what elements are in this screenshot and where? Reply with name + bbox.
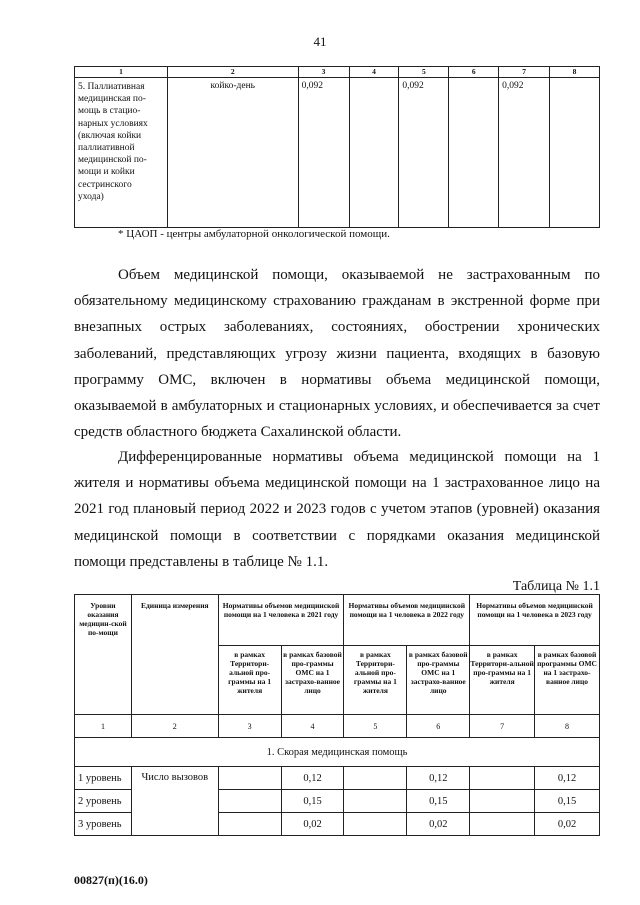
value-cell xyxy=(349,78,399,228)
value-cell: 0,15 xyxy=(281,790,344,813)
group-header-2021: Нормативы объемов медицинской помощи на 1 человека в 2021 году xyxy=(218,595,344,646)
header-row xyxy=(75,595,600,646)
column-number: 2 xyxy=(167,67,298,78)
group-header-2023: Нормативы объемов медицинской помощи на 1 человека в 2023 году xyxy=(470,595,600,646)
value-cell: 0,15 xyxy=(535,790,600,813)
column-number: 5 xyxy=(344,715,407,738)
sub-header: в рамках базовой про-граммы ОМС на 1 застрахо-ванное лицо xyxy=(407,646,470,715)
column-number-row xyxy=(75,67,600,78)
name-line: мощь в стацио- xyxy=(78,106,141,117)
value-cell xyxy=(218,767,281,790)
value-cell: 0,02 xyxy=(281,813,344,836)
group-header-2022: Нормативы объемов медицинской помощи на 1 человека в 2022 году xyxy=(344,595,470,646)
paragraph-text: Дифференцированные нормативы объема медицинской помощи на 1 жителя и нормативы объема медицинской помощи на 1 застрахованное лицо на 2021 год плановый период 2022 и 2023 годов с учетом этапов (уровней) оказания медицинской помощи в соответствии с порядками оказания медицинской помощи представлены в таблице № 1.1. xyxy=(74,449,600,570)
name-line: ухода) xyxy=(78,191,104,202)
value-cell: 0,02 xyxy=(407,813,470,836)
column-number: 4 xyxy=(281,715,344,738)
table-caption: Таблица № 1.1 xyxy=(512,579,600,594)
section-row xyxy=(75,738,600,767)
name-line: (включая койки xyxy=(78,130,142,141)
name-line: паллиативной xyxy=(78,143,135,154)
sub-header: в рамках Территори-альной про-граммы на 1 жителя xyxy=(218,646,281,715)
value-cell: 0,092 xyxy=(499,78,550,228)
name-line: мощи и койки xyxy=(78,167,135,178)
care-type-name xyxy=(75,78,168,228)
value-cell xyxy=(470,767,535,790)
column-number: 6 xyxy=(449,67,499,78)
value-cell xyxy=(470,813,535,836)
value-cell: 0,12 xyxy=(407,767,470,790)
column-number: 5 xyxy=(399,67,449,78)
sub-header: в рамках Территори-альной про-граммы на 1 жителя xyxy=(344,646,407,715)
value-cell xyxy=(218,790,281,813)
column-number: 3 xyxy=(298,67,349,78)
column-number: 7 xyxy=(499,67,550,78)
value-cell: 0,02 xyxy=(535,813,600,836)
name-line: сестринского xyxy=(78,179,132,190)
table-row xyxy=(75,767,600,790)
level-cell: 3 уровень xyxy=(75,813,132,836)
value-cell xyxy=(550,78,600,228)
paragraph-text: Объем медицинской помощи, оказываемой не застрахованным по обязательному медицинскому страхованию гражданам в экстренной форме при внезапных острых заболеваниях, состояниях, обострении хронических заболеваний, представляющих угрозу жизни пациента, входящих в базовую программу ОМС, включен в нормативы объема медицинской помощи, оказываемой в амбулаторных и стационарных условиях, и обеспечивается за счет средств областного бюджета Сахалинской области. xyxy=(74,267,600,441)
sub-header: в рамках Территори-альной про-граммы на 1 жителя xyxy=(470,646,535,715)
value-cell xyxy=(470,790,535,813)
value-cell xyxy=(344,813,407,836)
column-number: 4 xyxy=(349,67,399,78)
name-line: нарных условиях xyxy=(78,118,148,129)
value-cell xyxy=(449,78,499,228)
sub-header: в рамках базовой про-граммы ОМС на 1 застрахо-ванное лицо xyxy=(281,646,344,715)
column-number: 2 xyxy=(131,715,218,738)
value-cell xyxy=(344,790,407,813)
level-cell: 1 уровень xyxy=(75,767,132,790)
unit-header: Единица измерения xyxy=(131,595,218,715)
unit-cell: койко-день xyxy=(167,78,298,228)
page-number: 41 xyxy=(313,34,327,49)
sub-header: в рамках базовой программы ОМС на 1 застрахо-ванное лицо xyxy=(535,646,600,715)
column-number-row xyxy=(75,715,600,738)
level-cell: 2 уровень xyxy=(75,790,132,813)
value-cell: 0,092 xyxy=(298,78,349,228)
value-cell: 0,12 xyxy=(281,767,344,790)
volume-norms-table xyxy=(74,594,600,836)
name-line: медицинская по- xyxy=(78,94,146,105)
paragraph xyxy=(74,262,600,445)
footnote: * ЦАОП - центры амбулаторной онкологической помощи. xyxy=(118,228,390,240)
document-code: 00827(п)(16.0) xyxy=(74,873,148,887)
paragraph xyxy=(74,444,600,575)
levels-header: Уровни оказания медицин-ской по-мощи xyxy=(75,595,132,715)
column-number: 3 xyxy=(218,715,281,738)
column-number: 1 xyxy=(75,715,132,738)
name-line: 5. Паллиативная xyxy=(78,82,145,92)
section-title: 1. Скорая медицинская помощь xyxy=(75,738,600,767)
column-number: 8 xyxy=(535,715,600,738)
value-cell: 0,12 xyxy=(535,767,600,790)
top-table-continuation xyxy=(74,66,600,228)
value-cell: 0,092 xyxy=(399,78,449,228)
column-number: 8 xyxy=(550,67,600,78)
name-line: медицинской по- xyxy=(78,155,147,166)
table-row xyxy=(75,78,600,228)
value-cell xyxy=(218,813,281,836)
value-cell: 0,15 xyxy=(407,790,470,813)
column-number: 7 xyxy=(470,715,535,738)
unit-cell: Число вызовов xyxy=(131,767,218,836)
column-number: 6 xyxy=(407,715,470,738)
value-cell xyxy=(344,767,407,790)
column-number: 1 xyxy=(75,67,168,78)
